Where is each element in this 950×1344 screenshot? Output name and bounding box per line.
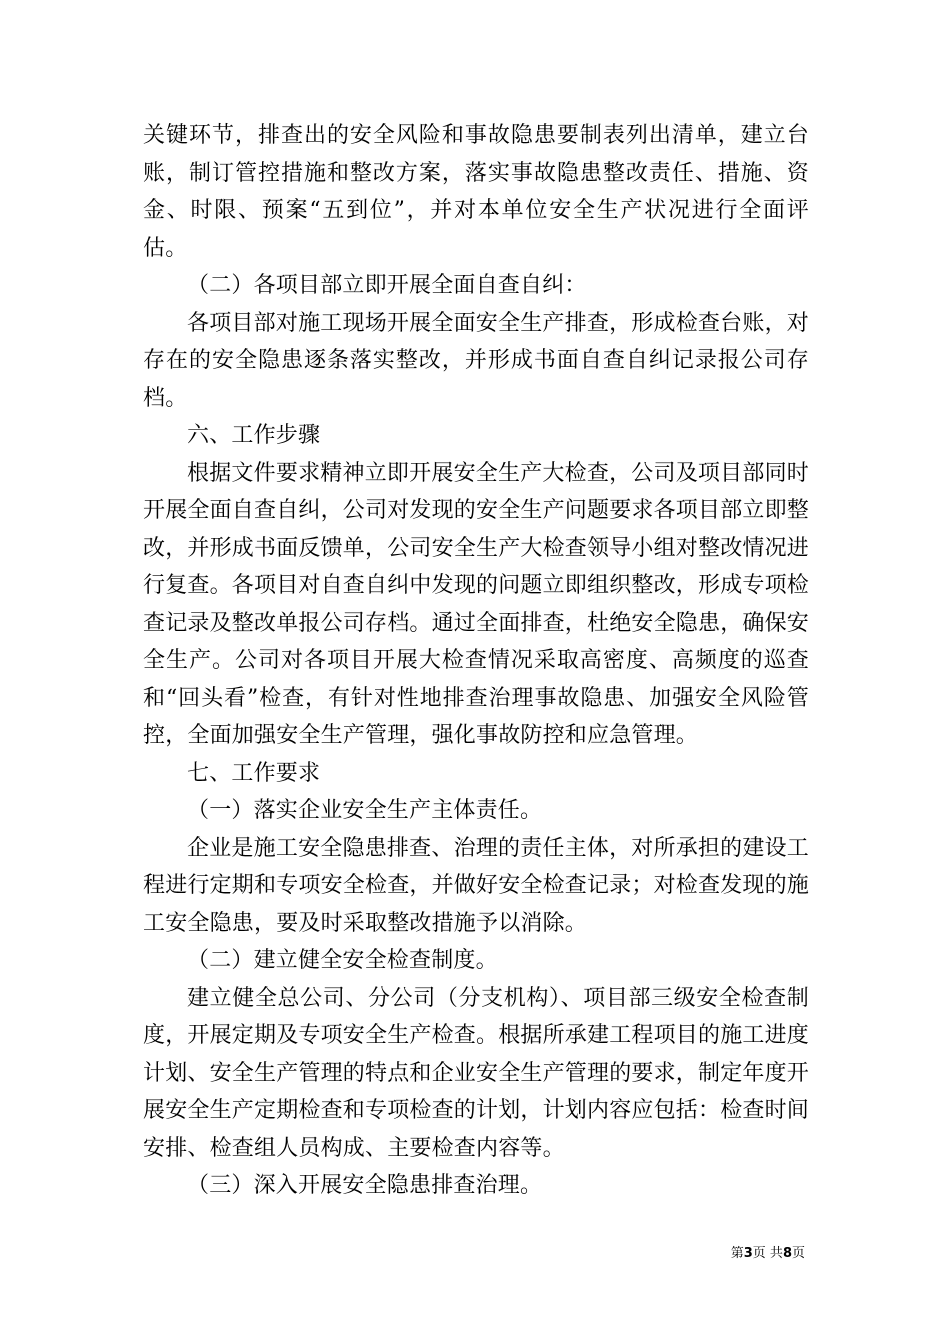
- heading-project-self-inspection: （二）各项目部立即开展全面自查自纠：: [187, 273, 587, 298]
- page-number-footer: [0, 1246, 805, 1262]
- heading-work-steps: 六、工作步骤: [187, 423, 321, 448]
- heading-work-requirements: 七、工作要求: [187, 760, 321, 786]
- footer-suffix: 页: [791, 1246, 805, 1261]
- paragraph-work-steps: 根据文件要求精神立即开展安全生产大检查，公司及项目部同时开展全面自查自纠，公司对发现的安全生产问题要求各项目部立即整改，并形成书面反馈单，公司安全生产大检查领导小组对整改情况进行复查。各项目对自查自纠中发现的问题立即组织整改，形成专项检查记录及整改单报公司存档。通过全面排查，杜绝安全隐患，确保安全生产。公司对各项目开展大检查情况采取高密度、高频度的巡查和“回头看”检查，有针对性地排查治理事故隐患、加强安全风险管控，全面加强安全生产管理，强化事故防控和应急管理。: [143, 460, 810, 748]
- paragraph-risk-assessment: 关键环节，排查出的安全风险和事故隐患要制表列出清单，建立台账，制订管控措施和整改方案，落实事故隐患整改责任、措施、资金、时限、预案“五到位”，并对本单位安全生产状况进行全面评估。: [143, 123, 809, 261]
- footer-prefix: 第: [730, 1246, 744, 1261]
- heading-hazard-governance: （三）深入开展安全隐患排查治理。: [187, 1173, 543, 1198]
- paragraph-enterprise-responsibility: 企业是施工安全隐患排查、治理的责任主体，对所承担的建设工程进行定期和专项安全检查，并做好安全检查记录；对检查发现的施工安全隐患，要及时采取整改措施予以消除。: [143, 835, 810, 936]
- paragraph-inspection-system: 建立健全总公司、分公司（分支机构）、项目部三级安全检查制度，开展定期及专项安全生产检查。根据所承建工程项目的施工进度计划、安全生产管理的特点和企业安全生产管理的要求，制定年度开展安全生产定期检查和专项检查的计划，计划内容应包括：检查时间安排、检查组人员构成、主要检查内容等。: [143, 985, 810, 1161]
- heading-enterprise-responsibility: （一）落实企业安全生产主体责任。: [187, 798, 543, 823]
- paragraph-project-self-inspection: 各项目部对施工现场开展全面安全生产排查，形成检查台账，对存在的安全隐患逐条落实整改，并形成书面自查自纠记录报公司存档。: [143, 310, 809, 411]
- total-pages-number: 8: [782, 1246, 792, 1261]
- current-page-number: 3: [743, 1246, 753, 1261]
- document-body: [143, 117, 809, 1205]
- heading-inspection-system: （二）建立健全安全检查制度。: [187, 948, 498, 973]
- footer-middle: 页 共: [752, 1246, 783, 1261]
